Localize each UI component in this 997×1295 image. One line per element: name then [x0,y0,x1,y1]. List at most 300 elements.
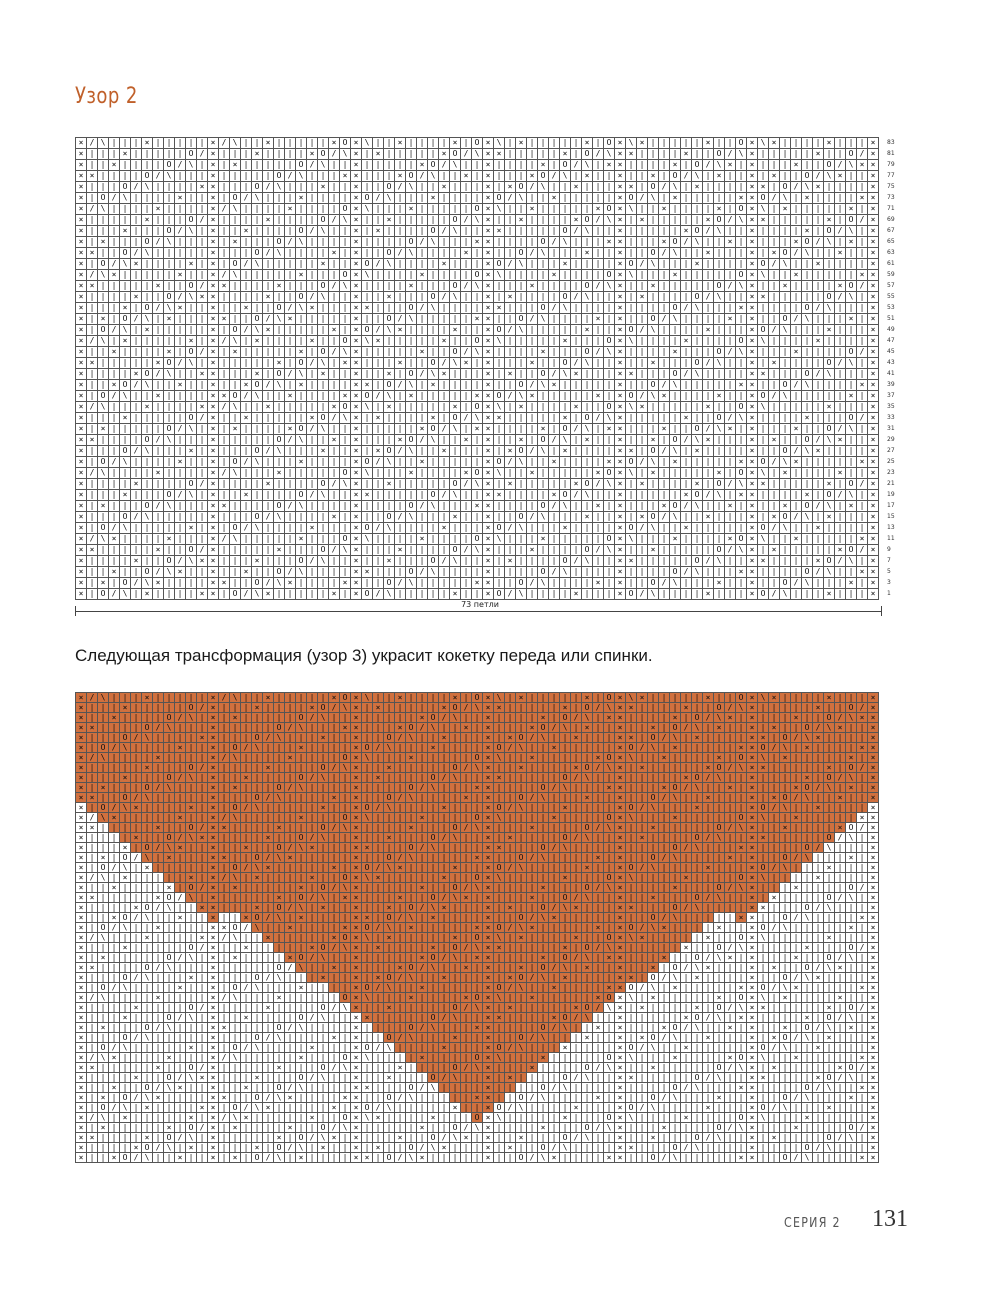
chart1-cell: × [747,424,758,435]
chart1-cell: | [252,347,263,358]
chart1-cell: × [197,292,208,303]
chart1-cell: | [428,446,439,457]
chart2-cell: \ [274,793,285,803]
chart1-cell: | [417,446,428,457]
chart1-cell: | [197,523,208,534]
chart1-cell: × [846,578,857,589]
chart1-cell: \ [560,501,571,512]
chart1-cell: | [87,446,98,457]
chart2-cell: × [868,783,879,793]
chart1-cell: O [164,490,175,501]
chart1-cell: O [582,413,593,424]
chart2-cell: | [296,853,307,863]
chart2-cell: O [164,713,175,723]
chart1-cell: | [153,380,164,391]
chart1-cell: | [758,490,769,501]
chart2-cell: | [857,873,868,883]
chart1-cell: | [296,523,307,534]
chart1-cell: O [230,391,241,402]
chart1-cell: | [417,380,428,391]
chart1-cell: | [681,325,692,336]
chart1-cell: | [780,347,791,358]
chart1-cell: / [307,160,318,171]
chart2-cell: | [538,923,549,933]
chart1-cell: × [483,402,494,413]
chart1-cell: | [164,325,175,336]
chart1-cell: O [626,325,637,336]
chart1-cell: × [824,325,835,336]
chart1-cell: / [395,380,406,391]
chart1-cell: O [538,237,549,248]
chart2-cell: × [208,893,219,903]
chart1-cell: | [604,292,615,303]
chart1-cell: | [571,270,582,281]
chart2-cell: | [626,893,637,903]
chart2-cell: | [219,713,230,723]
chart2-cell: | [340,793,351,803]
chart1-cell: | [384,226,395,237]
chart1-cell: × [802,193,813,204]
chart1-cell: | [703,237,714,248]
chart1-cell: × [241,413,252,424]
chart1-cell: × [527,358,538,369]
chart2-cell: | [659,873,670,883]
chart1-cell: × [868,281,879,292]
chart1-cell: / [285,501,296,512]
chart2-cell: | [230,733,241,743]
chart2-cell: | [274,933,285,943]
chart1-cell: | [285,589,296,600]
chart2-cell: | [406,943,417,953]
chart1-cell: / [637,325,648,336]
chart1-cell: / [395,248,406,259]
chart2-cell: | [582,933,593,943]
chart1-cell: × [593,501,604,512]
chart1-cell: × [351,446,362,457]
chart2-cell: \ [340,883,351,893]
chart1-cell: | [296,138,307,149]
chart1-cell: | [153,512,164,523]
chart1-cell: \ [318,358,329,369]
chart2-cell: \ [296,723,307,733]
chart1-cell: | [142,479,153,490]
chart1-cell: | [186,457,197,468]
chart2-cell: O [472,933,483,943]
chart2-cell: × [868,693,879,703]
chart1-cell: | [131,237,142,248]
chart2-cell: × [615,823,626,833]
chart1-cell: \ [604,281,615,292]
chart1-cell: | [637,237,648,248]
row-number: 37 [887,392,895,399]
chart1-cell: / [307,358,318,369]
chart2-cell: | [538,753,549,763]
chart2-cell: / [835,893,846,903]
chart2-cell: | [307,763,318,773]
chart2-cell: / [197,763,208,773]
chart1-cell: | [549,248,560,259]
chart1-cell: | [428,457,439,468]
chart2-cell: × [76,833,87,843]
chart1-cell: | [219,259,230,270]
chart1-cell: | [637,171,648,182]
chart1-cell: × [637,215,648,226]
chart2-cell: | [516,773,527,783]
chart1-cell: | [725,457,736,468]
chart2-cell: \ [340,823,351,833]
chart1-cell: | [395,556,406,567]
chart1-cell: × [824,512,835,523]
chart2-cell: O [406,723,417,733]
chart2-cell: | [252,693,263,703]
chart2-cell: O [428,713,439,723]
chart1-cell: | [813,512,824,523]
chart2-cell: | [769,703,780,713]
chart2-cell: | [571,813,582,823]
chart1-cell: | [769,314,780,325]
chart1-cell: \ [318,490,329,501]
chart1-cell: × [76,589,87,600]
chart2-cell: × [329,933,340,943]
chart2-cell: × [615,863,626,873]
chart1-cell: | [549,391,560,402]
chart1-cell: | [472,556,483,567]
chart1-cell: × [483,490,494,501]
chart1-cell: / [527,380,538,391]
chart1-cell: | [307,314,318,325]
chart2-cell: \ [780,863,791,873]
chart1-cell: × [197,182,208,193]
chart2-cell: | [527,783,538,793]
chart1-cell: O [252,182,263,193]
chart1-cell: O [494,193,505,204]
chart1-cell: | [373,314,384,325]
chart2-cell: O [736,873,747,883]
chart2-cell: | [769,843,780,853]
chart2-cell: | [582,783,593,793]
chart2-cell: | [417,803,428,813]
chart1-cell: | [824,413,835,424]
chart1-cell: | [120,204,131,215]
chart1-cell: O [406,237,417,248]
chart1-cell: O [252,380,263,391]
chart1-cell: | [516,270,527,281]
row-number: 47 [887,337,895,344]
chart1-cell: × [351,534,362,545]
chart2-cell: | [450,723,461,733]
chart2-cell: | [758,723,769,733]
chart2-cell: | [329,773,340,783]
chart2-cell: | [87,763,98,773]
chart1-cell: | [428,248,439,259]
chart1-cell: | [307,545,318,556]
chart2-cell: | [329,753,340,763]
chart1-cell: | [428,270,439,281]
chart1-cell: | [549,545,560,556]
chart2-cell: | [725,873,736,883]
chart1-cell: \ [428,567,439,578]
chart1-cell: \ [362,204,373,215]
chart1-cell: | [274,534,285,545]
chart2-cell: | [626,913,637,923]
chart2-cell: O [384,733,395,743]
chart2-cell: O [648,853,659,863]
chart1-cell: | [560,479,571,490]
chart2-cell: | [670,893,681,903]
chart1-cell: O [648,512,659,523]
chart1-cell: | [736,523,747,534]
chart1-cell: | [340,424,351,435]
chart2-cell: × [351,843,362,853]
chart1-cell: | [857,182,868,193]
chart1-cell: \ [164,237,175,248]
chart2-cell: | [384,873,395,883]
chart2-cell: | [494,893,505,903]
chart1-cell: × [703,325,714,336]
chart1-cell: | [714,336,725,347]
chart1-cell: × [76,138,87,149]
chart1-cell: | [109,314,120,325]
chart1-cell: × [648,171,659,182]
chart2-cell: | [120,893,131,903]
chart1-cell: | [340,182,351,193]
chart1-cell: × [76,446,87,457]
chart2-cell: × [483,823,494,833]
chart1-cell: × [857,534,868,545]
chart2-cell: × [98,853,109,863]
chart1-cell: \ [362,402,373,413]
chart1-cell: O [120,248,131,259]
chart2-cell: | [670,933,681,943]
chart2-cell: O [736,693,747,703]
chart1-cell: / [857,479,868,490]
chart1-cell: | [527,369,538,380]
chart2-cell: | [582,753,593,763]
chart1-cell: × [351,589,362,600]
chart1-cell: | [296,413,307,424]
chart2-cell: × [395,863,406,873]
chart2-cell: | [758,713,769,723]
chart2-cell: × [615,913,626,923]
chart2-cell: × [76,763,87,773]
chart1-cell: O [780,314,791,325]
chart2-cell: × [615,803,626,813]
chart2-cell: O [846,763,857,773]
chart2-cell: × [747,713,758,723]
chart2-cell: | [450,753,461,763]
chart1-cell: | [681,358,692,369]
chart2-cell: | [296,763,307,773]
chart2-cell: | [428,813,439,823]
chart2-cell: | [846,903,857,913]
chart2-cell: | [648,833,659,843]
chart1-cell: | [802,402,813,413]
chart1-cell: | [604,380,615,391]
chart2-cell: × [208,943,219,953]
chart2-cell: | [835,733,846,743]
chart1-cell: × [615,226,626,237]
chart1-cell: | [219,248,230,259]
chart1-cell: / [373,259,384,270]
chart2-cell: × [263,933,274,943]
chart1-cell: / [637,523,648,534]
chart1-cell: | [131,490,142,501]
chart1-cell: | [285,468,296,479]
chart2-cell: | [593,863,604,873]
chart1-cell: | [296,325,307,336]
chart2-cell: | [318,913,329,923]
chart1-cell: × [395,325,406,336]
chart1-cell: / [593,281,604,292]
chart1-cell: \ [274,248,285,259]
chart1-cell: O [626,391,637,402]
chart1-cell: | [439,545,450,556]
chart1-cell: | [538,325,549,336]
chart1-cell: | [769,336,780,347]
chart2-cell: / [725,883,736,893]
chart2-cell: / [329,943,340,953]
chart2-cell: | [219,773,230,783]
chart1-cell: | [285,149,296,160]
chart1-cell: / [659,512,670,523]
chart1-cell: / [505,523,516,534]
chart1-cell: / [87,204,98,215]
chart1-cell: | [593,457,604,468]
chart1-cell: \ [560,567,571,578]
chart2-cell: O [736,813,747,823]
chart1-cell: / [329,479,340,490]
chart1-cell: / [527,182,538,193]
chart2-cell: | [241,723,252,733]
chart1-cell: | [98,281,109,292]
chart2-cell: O [824,773,835,783]
chart2-cell: | [648,943,659,953]
chart2-cell: | [164,813,175,823]
chart2-cell: | [318,723,329,733]
chart2-cell: × [472,853,483,863]
chart2-cell: | [329,873,340,883]
chart1-cell: | [263,567,274,578]
chart2-cell: × [791,883,802,893]
chart1-cell: | [153,314,164,325]
chart1-cell: | [362,149,373,160]
chart2-cell: | [758,793,769,803]
chart1-cell: | [780,490,791,501]
chart1-cell: | [219,567,230,578]
chart2-cell: | [692,693,703,703]
chart2-cell: × [714,723,725,733]
chart1-cell: | [362,501,373,512]
chart1-cell: | [604,193,615,204]
chart1-cell: | [758,501,769,512]
chart1-cell: \ [252,325,263,336]
chart1-cell: | [318,303,329,314]
chart1-cell: | [659,479,670,490]
chart2-cell: | [560,793,571,803]
chart2-cell: | [131,933,142,943]
chart2-cell: | [219,803,230,813]
chart1-cell: | [164,457,175,468]
chart2-cell: / [285,723,296,733]
chart1-cell: | [318,523,329,534]
chart2-cell: × [670,713,681,723]
chart1-cell: / [659,380,670,391]
chart1-cell: | [846,402,857,413]
chart2-cell: | [505,943,516,953]
chart1-cell: × [98,501,109,512]
chart2-cell: | [758,853,769,863]
chart1-cell: | [758,567,769,578]
chart1-cell: | [857,424,868,435]
chart1-cell: O [164,556,175,567]
chart1-cell: | [714,325,725,336]
chart2-cell: | [307,733,318,743]
chart2-cell: | [285,883,296,893]
chart1-cell: | [813,138,824,149]
chart1-cell: | [857,171,868,182]
chart1-cell: \ [626,534,637,545]
chart2-cell: | [780,833,791,843]
chart1-cell: / [373,589,384,600]
chart1-cell: × [868,435,879,446]
chart1-cell: | [802,259,813,270]
chart2-cell: × [439,903,450,913]
chart1-cell: | [274,336,285,347]
chart1-cell: | [835,369,846,380]
chart2-cell: | [538,893,549,903]
chart2-cell: × [505,903,516,913]
chart2-cell: × [615,833,626,843]
chart1-cell: × [670,270,681,281]
chart1-cell: O [406,567,417,578]
chart1-cell: × [483,358,494,369]
chart1-cell: | [230,314,241,325]
chart2-cell: O [494,743,505,753]
chart2-cell: / [153,903,164,913]
chart2-cell: / [571,713,582,723]
chart2-cell: | [703,703,714,713]
chart1-cell: | [197,424,208,435]
chart1-cell: / [461,215,472,226]
chart2-cell: | [681,893,692,903]
chart2-cell: | [791,863,802,873]
chart1-cell: × [208,556,219,567]
chart1-cell: O [230,589,241,600]
chart2-cell: | [175,853,186,863]
chart1-cell: | [593,160,604,171]
chart1-cell: | [109,149,120,160]
chart1-cell: | [516,479,527,490]
chart1-cell: | [714,512,725,523]
chart2-cell: | [714,853,725,863]
chart1-cell: | [857,501,868,512]
chart2-cell: | [461,843,472,853]
chart1-cell: | [637,336,648,347]
chart2-cell: | [736,853,747,863]
chart1-cell: | [571,193,582,204]
chart2-cell: \ [406,913,417,923]
chart2-cell: | [714,793,725,803]
chart1-cell: × [637,292,648,303]
chart2-cell: × [868,733,879,743]
chart1-cell: × [582,325,593,336]
chart1-cell: | [626,292,637,303]
chart1-cell: | [219,149,230,160]
chart1-cell: | [329,457,340,468]
chart1-cell: | [582,534,593,545]
chart2-cell: | [450,923,461,933]
chart1-cell: × [736,567,747,578]
